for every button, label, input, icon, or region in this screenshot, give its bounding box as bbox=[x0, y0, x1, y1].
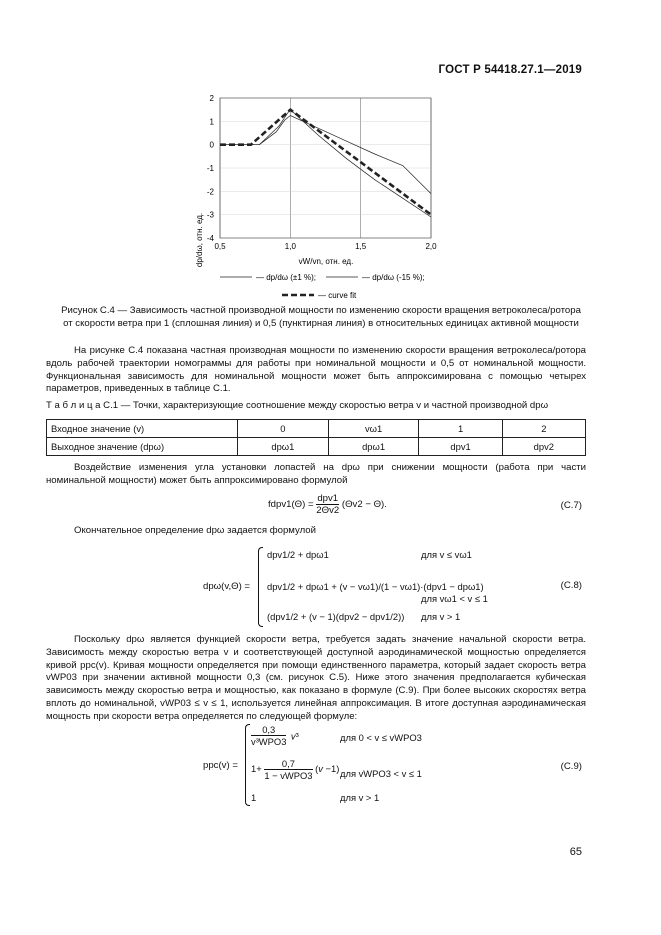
eq-c8-case2: dpv1/2 + dpω1 + (v − vω1)/(1 − vω1)·(dpv1 − dpω1) bbox=[267, 581, 484, 592]
x-tick-label: 1,5 bbox=[355, 242, 367, 251]
eq-c8-cond2: для vω1 < v ≤ 1 bbox=[421, 593, 488, 604]
eq-c9-cond1: для 0 < v ≤ vWPO3 bbox=[340, 732, 422, 743]
eq-c9-case1 bbox=[251, 724, 299, 747]
eq-c7-den: 2Θv2 bbox=[316, 505, 340, 516]
eq-c9-number: (С.9) bbox=[560, 761, 582, 772]
table-cell: dpω1 bbox=[238, 438, 329, 456]
table-c1 bbox=[46, 419, 586, 456]
table-caption bbox=[46, 400, 606, 413]
eq-c9-case1-den: v³WPO3 bbox=[251, 736, 287, 747]
series-line-1 bbox=[220, 116, 431, 194]
y-tick-label: -1 bbox=[206, 164, 214, 173]
figure-caption-line2: от скорости ветра при 1 (сплошная линия) и 0,5 (пунктирная линия) в относительных единицах активной мощности bbox=[63, 317, 579, 329]
eq-c8-case3: (dpv1/2 + (v − 1)(dpv2 − dpv1/2)) bbox=[267, 611, 405, 622]
eq-c9-case3: 1 bbox=[251, 792, 257, 803]
equation-c8 bbox=[203, 545, 583, 630]
table-caption-text: С.1 — Точки, характеризующие соотношение между скоростью ветра v и частной производной dpω bbox=[103, 400, 549, 411]
table-cell: 2 bbox=[502, 420, 585, 438]
eq-c9-lhs: ppc(v) = bbox=[203, 760, 238, 771]
eq-c9-case1-fraction bbox=[251, 724, 286, 747]
paragraph-1: На рисунке С.4 показана частная производная мощности по изменению скорости вращения ветроколеса/ротора вдоль рабочей траектории номограммы для работы при номинальной мощности и 0,5 от номинальной мощности. Функциональная зависимость для номинальной мощности может быть аппроксимирована с помощью четырех параметров, приведенных в таблице С.1. bbox=[46, 345, 586, 395]
eq-c7-lhs: fdpv1(Θ) = bbox=[268, 499, 314, 511]
eq-c7-rhs: (Θv2 − Θ). bbox=[341, 499, 387, 511]
table-row bbox=[47, 420, 586, 438]
table-cell: 0 bbox=[238, 420, 329, 438]
eq-c8-case1: dpv1/2 + dpω1 bbox=[267, 549, 329, 560]
eq-c9-case1-num: 0,3 bbox=[251, 724, 286, 736]
paragraph-3: Окончательное определение dpω задается формулой bbox=[74, 525, 316, 536]
x-tick-label: 2,0 bbox=[425, 242, 437, 251]
table-caption-prefix: Т а б л и ц а bbox=[46, 400, 101, 411]
y-tick-label: -3 bbox=[206, 210, 214, 220]
series-line-3 bbox=[220, 110, 431, 215]
legend-label-2: — dp/dω (-15 %); bbox=[362, 273, 425, 282]
y-tick-label: 2 bbox=[209, 94, 214, 103]
equation-c7 bbox=[268, 493, 387, 516]
x-tick-label: 0,5 bbox=[214, 242, 226, 251]
chart-ticks bbox=[207, 94, 437, 251]
legend-label-1: — dp/dω (±1 %); bbox=[256, 273, 316, 282]
standard-header: ГОСТ Р 54418.27.1—2019 bbox=[438, 64, 582, 76]
y-tick-label: 1 bbox=[209, 117, 214, 127]
eq-c8-cond1: для v ≤ vω1 bbox=[421, 549, 472, 560]
table-cell: 1 bbox=[419, 420, 502, 438]
chart bbox=[190, 90, 450, 305]
table-cell: dpω1 bbox=[328, 438, 419, 456]
eq-c8-lhs: dpω(v,Θ) = bbox=[203, 581, 251, 592]
table-cell: vω1 bbox=[328, 420, 419, 438]
eq-c9-case2 bbox=[251, 758, 339, 781]
chart-series bbox=[220, 110, 431, 217]
chart-xlabel: vW/vn, отн. ед. bbox=[298, 257, 354, 266]
table-row bbox=[47, 438, 586, 456]
equation-c9 bbox=[203, 722, 583, 807]
eq-c9-cond3: для v > 1 bbox=[340, 792, 380, 803]
y-tick-label: -4 bbox=[206, 234, 214, 243]
eq-c8-number: (С.8) bbox=[560, 580, 582, 591]
chart-ylabel: dp/dω, отн. ед. bbox=[195, 212, 204, 268]
chart-grid bbox=[220, 98, 431, 238]
eq-c9-cond2: для vWPO3 < v ≤ 1 bbox=[340, 768, 422, 779]
y-tick-label: -2 bbox=[206, 187, 214, 197]
table-cell: Выходное значение (dpω) bbox=[47, 438, 238, 456]
legend-label-3: — curve fit bbox=[318, 291, 357, 300]
x-tick-label: 1,0 bbox=[284, 242, 296, 251]
y-tick-label: 0 bbox=[209, 140, 214, 150]
figure-caption-line1: Рисунок С.4 — Зависимость частной производной мощности по изменению скорости вращения ветроколеса/ротора bbox=[61, 305, 581, 316]
eq-c9-brace bbox=[245, 724, 250, 806]
eq-c9-case2-tail: (v −1) bbox=[315, 762, 340, 774]
eq-c9-case2-num: 0,7 bbox=[264, 758, 312, 770]
eq-c9-case2-den: 1 − vWPO3 bbox=[264, 770, 313, 781]
eq-c9-case2-one: 1+ bbox=[251, 762, 262, 774]
series-line-2 bbox=[220, 110, 431, 217]
eq-c7-number: (С.7) bbox=[560, 500, 582, 511]
paragraph-2: Воздействие изменения угла установки лопастей на dpω при снижении мощности (работа при части номинальной мощности) может быть аппроксимировано формулой bbox=[46, 462, 586, 486]
eq-c9-case1-v3: v³ bbox=[290, 730, 299, 742]
paragraph-4: Поскольку dpω является функцией скорости ветра, требуется задать значение начальной скорости ветра. Зависимость между скоростью ветра v и соответствующей доступной аэродинамической мощностью определяется кривой ppc(v). Кривая мощности определяется при помощи единственного параметра, который задает скорость ветра vWP03 при значении активной мощности 0,3 (см. рисунок С.5). Ниже этого значения предполагается кубическая зависимость между скоростью ветра и мощностью, как показано в формуле (С.9). При более высоких скоростях ветра вплоть до номинальной, vWP03 ≤ v ≤ 1, используется линейная аппроксимация. В итоге доступная аэродинамическая мощность при скорости ветра определяется по следующей формуле: bbox=[46, 634, 586, 722]
eq-c9-case2-fraction bbox=[264, 758, 312, 781]
eq-c8-brace bbox=[258, 547, 263, 627]
eq-c7-fraction bbox=[316, 493, 339, 516]
table-cell: dpv1 bbox=[419, 438, 502, 456]
table-cell: dpv2 bbox=[502, 438, 585, 456]
eq-c8-cond3: для v > 1 bbox=[421, 611, 461, 622]
page-number: 65 bbox=[569, 846, 582, 858]
figure-caption bbox=[46, 305, 596, 331]
table-cell: Входное значение (v) bbox=[47, 420, 238, 438]
eq-c7-num: dpv1 bbox=[317, 493, 339, 504]
